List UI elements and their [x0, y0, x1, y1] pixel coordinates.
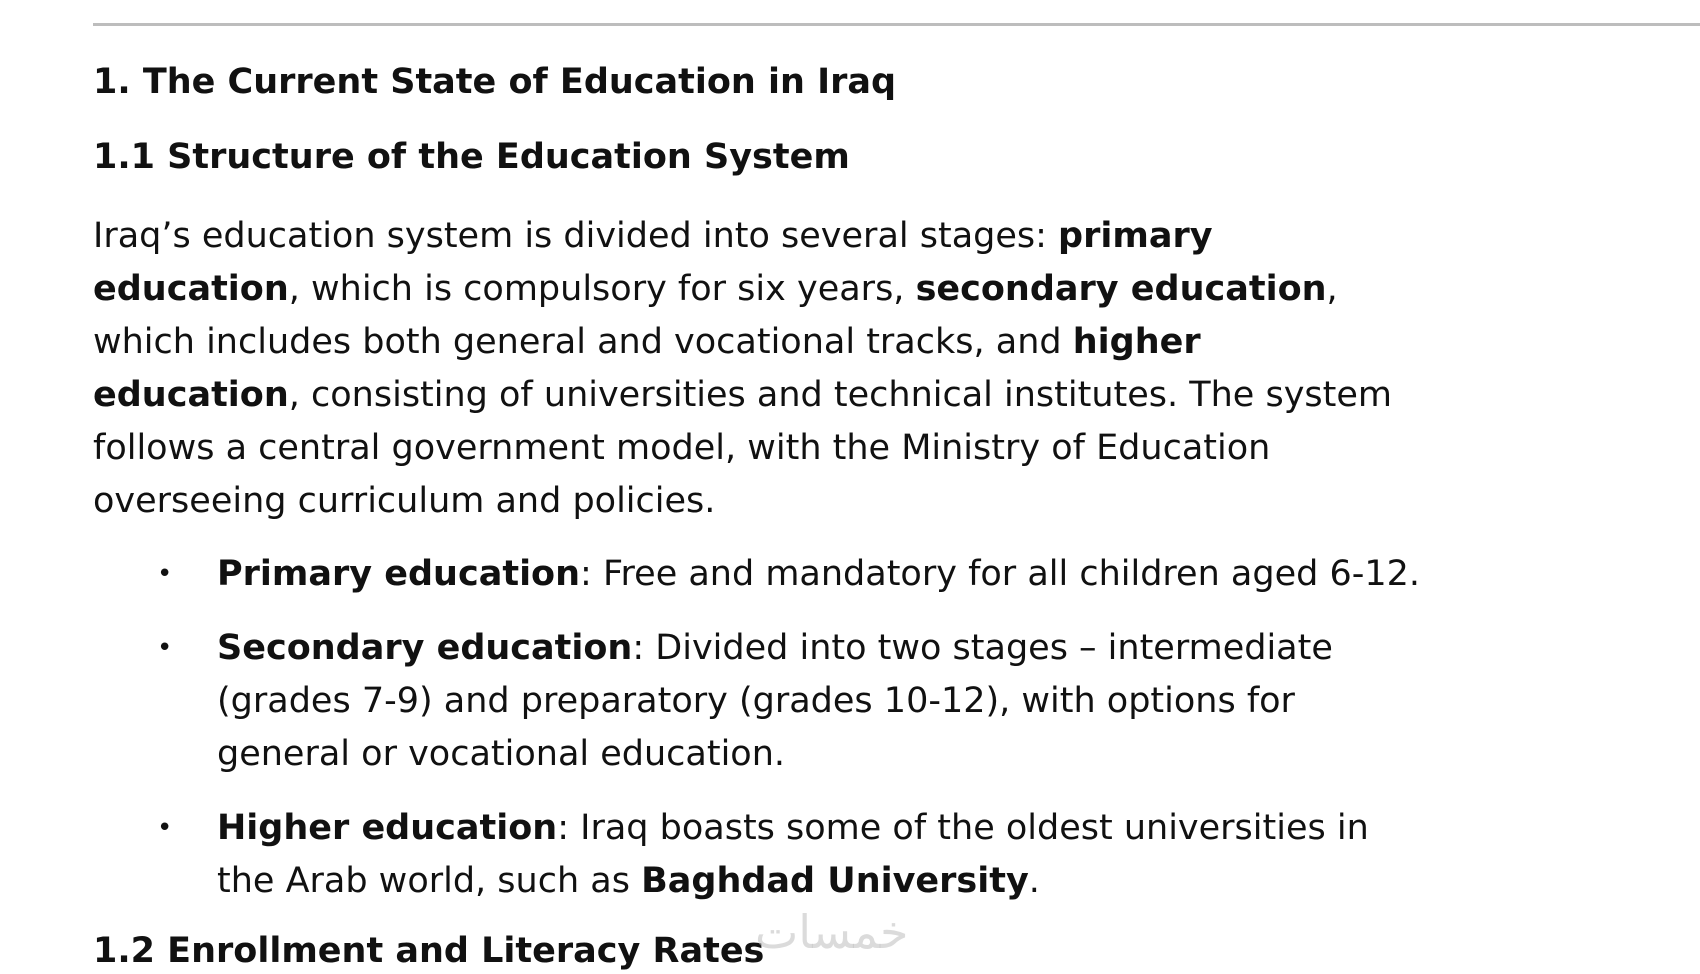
text-run: : Divided into two stages – intermediate — [632, 628, 1333, 668]
bullet-icon: • — [157, 559, 173, 589]
intro-paragraph — [93, 210, 1693, 528]
watermark-logo: خمسات — [755, 905, 909, 959]
subsection-heading-1-2: 1.2 Enrollment and Literacy Rates — [93, 931, 765, 971]
text-run: which includes both general and vocational tracks, and — [93, 322, 1073, 362]
list-line — [217, 548, 1697, 601]
bold-term: secondary education — [915, 269, 1327, 309]
top-divider — [93, 23, 1700, 26]
bullet-icon: • — [157, 633, 173, 663]
list-item-text — [217, 548, 1697, 601]
paragraph-line-5: follows a central government model, with the Ministry of Education — [93, 428, 1271, 468]
paragraph-line-1 — [93, 210, 1693, 263]
bold-term: Primary education — [217, 554, 581, 594]
subsection-heading-1-1: 1.1 Structure of the Education System — [93, 137, 850, 177]
list-item-text — [217, 622, 1697, 781]
bold-term: Higher education — [217, 808, 558, 848]
paragraph-line-6: overseeing curriculum and policies. — [93, 481, 716, 521]
paragraph-line-2 — [93, 263, 1693, 316]
list-line: (grades 7-9) and preparatory (grades 10-12), with options for — [217, 681, 1295, 721]
section-heading-1: 1. The Current State of Education in Iraq — [93, 62, 897, 102]
list-line — [217, 855, 1697, 908]
list-item-text — [217, 802, 1697, 908]
text-run: the Arab world, such as — [217, 861, 642, 901]
text-run: . — [1028, 861, 1040, 901]
bold-term: Secondary education — [217, 628, 633, 668]
paragraph-line-4 — [93, 369, 1693, 422]
bold-term: primary — [1058, 216, 1213, 256]
list-line — [217, 802, 1697, 855]
paragraph-line-3 — [93, 316, 1693, 369]
text-run: , — [1326, 269, 1338, 309]
bold-term: education — [93, 269, 289, 309]
bold-term: education — [93, 375, 289, 415]
bold-term: higher — [1072, 322, 1201, 362]
text-run: , which is compulsory for six years, — [288, 269, 916, 309]
text-run: : Iraq boasts some of the oldest universities in — [557, 808, 1369, 848]
bullet-icon: • — [157, 813, 173, 843]
text-run: , consisting of universities and technical institutes. The system — [288, 375, 1393, 415]
bold-term: Baghdad University — [641, 861, 1029, 901]
list-line — [217, 622, 1697, 675]
list-line: general or vocational education. — [217, 734, 786, 774]
text-run: : Free and mandatory for all children aged 6-12. — [580, 554, 1420, 594]
text-run: Iraq’s education system is divided into several stages: — [93, 216, 1059, 256]
